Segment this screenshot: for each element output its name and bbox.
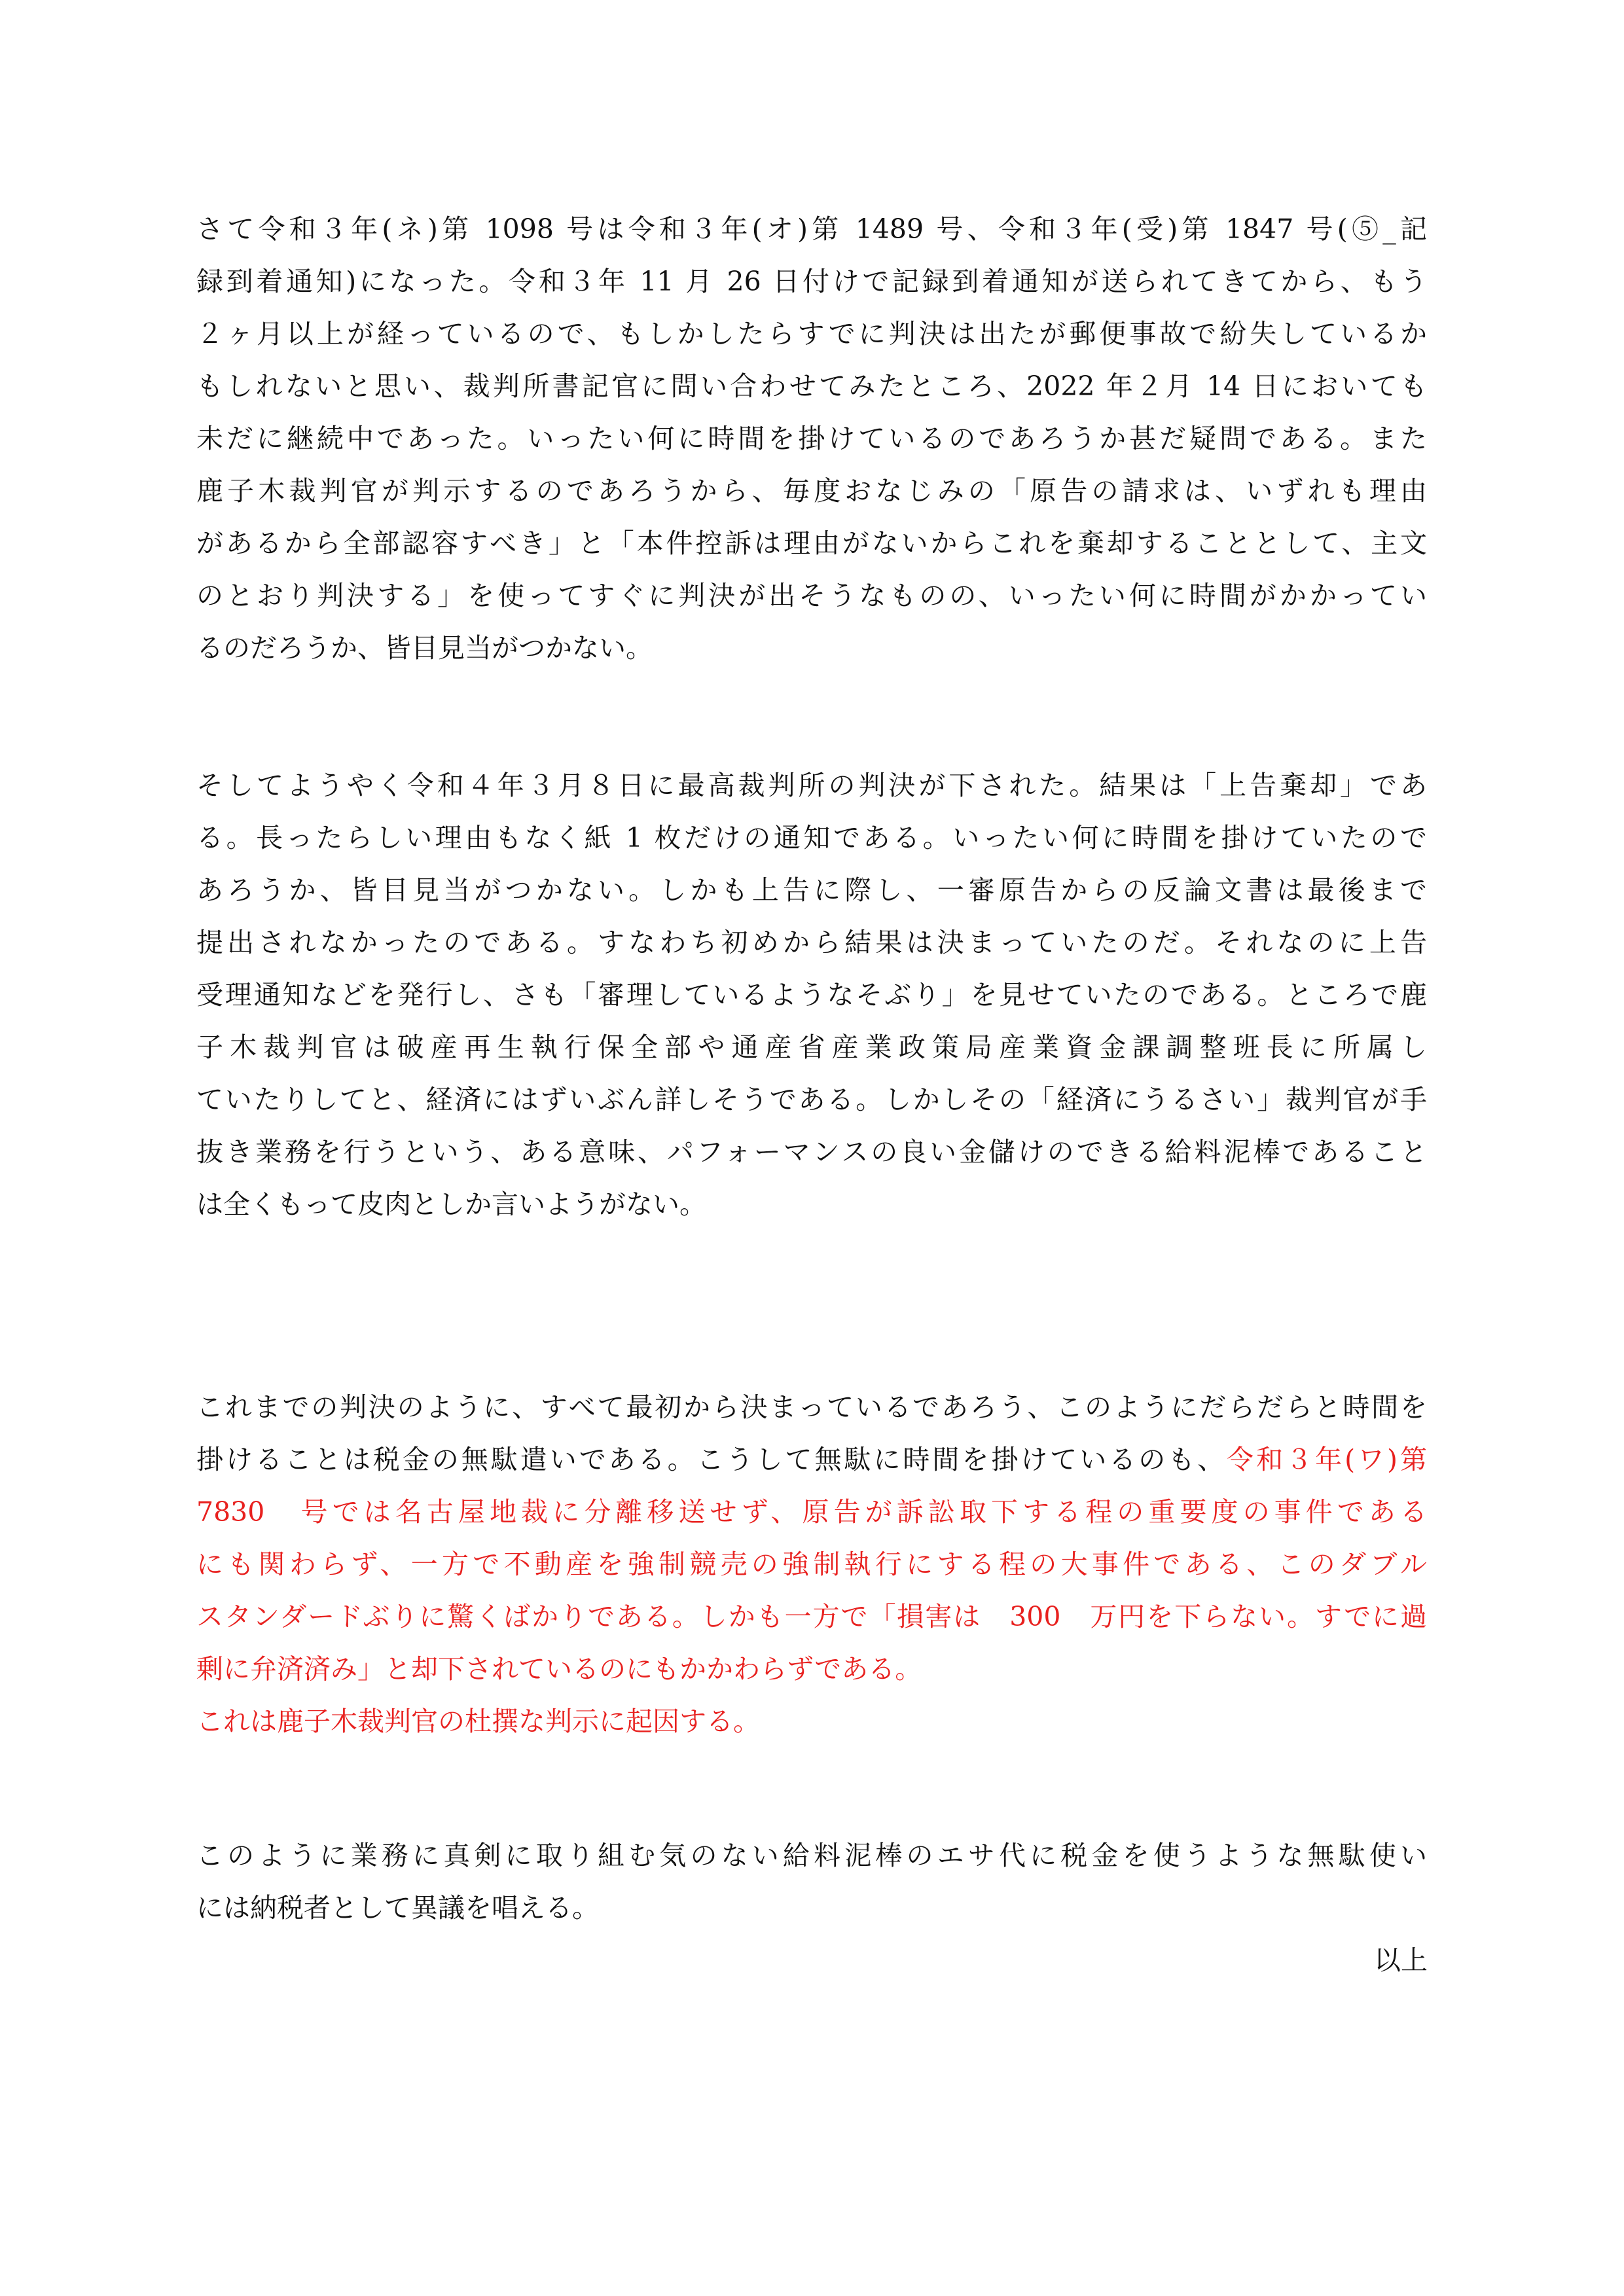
highlighted-line: スタンダードぶりに驚くばかりである。しかも一方で「損害は 300 万円を下らない。すでに過 <box>196 1601 1427 1632</box>
text-line: があるから全部認容すべき」と「本件控訴は理由がないからこれを棄却することとして、主文 <box>196 528 1427 559</box>
text-line: 録到着通知)になった。令和３年 11 月 26 日付けで記録到着通知が送られてきてから、もう <box>196 266 1427 297</box>
text-line: 鹿子木裁判官が判示するのであろうから、毎度おなじみの「原告の請求は、いずれも理由 <box>196 475 1427 507</box>
highlighted-line: 剰に弁済済み」と却下されているのにもかかわらずである。 <box>196 1653 922 1685</box>
highlighted-text: 令和３年(ワ)第 <box>1227 1444 1427 1475</box>
highlighted-line: 7830 号では名古屋地裁に分離移送せず、原告が訴訟取下する程の重要度の事件である <box>196 1496 1427 1528</box>
paragraph-2 <box>196 759 1427 1230</box>
text-line: 抜き業務を行うという、ある意味、パフォーマンスの良い金儲けのできる給料泥棒であること <box>196 1136 1427 1168</box>
highlighted-line: これは鹿子木裁判官の杜撰な判示に起因する。 <box>196 1706 760 1737</box>
text-line: る。長ったらしい理由もなく紙 1 枚だけの通知である。いったい何に時間を掛けていたので <box>196 822 1427 853</box>
text-segment: 掛けることは税金の無駄遣いである。こうして無駄に時間を掛けているのも、 <box>196 1444 1227 1475</box>
highlighted-line: にも関わらず、一方で不動産を強制競売の強制執行にする程の大事件である、このダブル <box>196 1549 1427 1580</box>
text-line: さて令和３年(ネ)第 1098 号は令和３年(オ)第 1489 号、令和３年(受)第 1847 号(⑤_記 <box>196 213 1427 245</box>
text-line: のとおり判決する」を使ってすぐに判決が出そうなものの、いったい何に時間がかかってい <box>196 580 1427 611</box>
text-line: ていたりしてと、経済にはずいぶん詳しそうである。しかしその「経済にうるさい」裁判官が手 <box>196 1084 1427 1115</box>
text-line: 提出されなかったのである。すなわち初めから結果は決まっていたのだ。それなのに上告 <box>196 927 1427 958</box>
paragraph-3 <box>196 1381 1427 1748</box>
text-line: 子木裁判官は破産再生執行保全部や通産省産業政策局産業資金課調整班長に所属し <box>196 1031 1427 1063</box>
text-line: 受理通知などを発行し、さも「審理しているようなそぶり」を見せていたのである。ところで鹿 <box>196 979 1427 1011</box>
text-line: このように業務に真剣に取り組む気のない給料泥棒のエサ代に税金を使うような無駄使い <box>196 1840 1427 1871</box>
text-line: そしてようやく令和４年３月８日に最高裁判所の判決が下された。結果は「上告棄却」であ <box>196 770 1427 801</box>
closing-remark: 以上 <box>1374 1945 1428 1976</box>
text-line: あろうか、皆目見当がつかない。しかも上告に際し、一審原告からの反論文書は最後まで <box>196 874 1427 906</box>
text-line: るのだろうか、皆目見当がつかない。 <box>196 632 653 664</box>
text-line: は全くもって皮肉としか言いようがない。 <box>196 1189 706 1220</box>
text-line: もしれないと思い、裁判所書記官に問い合わせてみたところ、2022 年２月 14 日においても <box>196 370 1427 402</box>
paragraph-4 <box>196 1829 1427 1934</box>
text-line-mixed <box>196 1433 1427 1486</box>
text-line: 未だに継続中であった。いったい何に時間を掛けているのであろうか甚だ疑問である。また <box>196 423 1427 454</box>
text-line: これまでの判決のように、すべて最初から決まっているであろう、このようにだらだらと時間を <box>196 1391 1427 1423</box>
text-line: には納税者として異議を唱える。 <box>196 1892 599 1924</box>
paragraph-1 <box>196 203 1427 674</box>
text-line: ２ヶ月以上が経っているので、もしかしたらすでに判決は出たが郵便事故で紛失しているか <box>196 318 1427 350</box>
